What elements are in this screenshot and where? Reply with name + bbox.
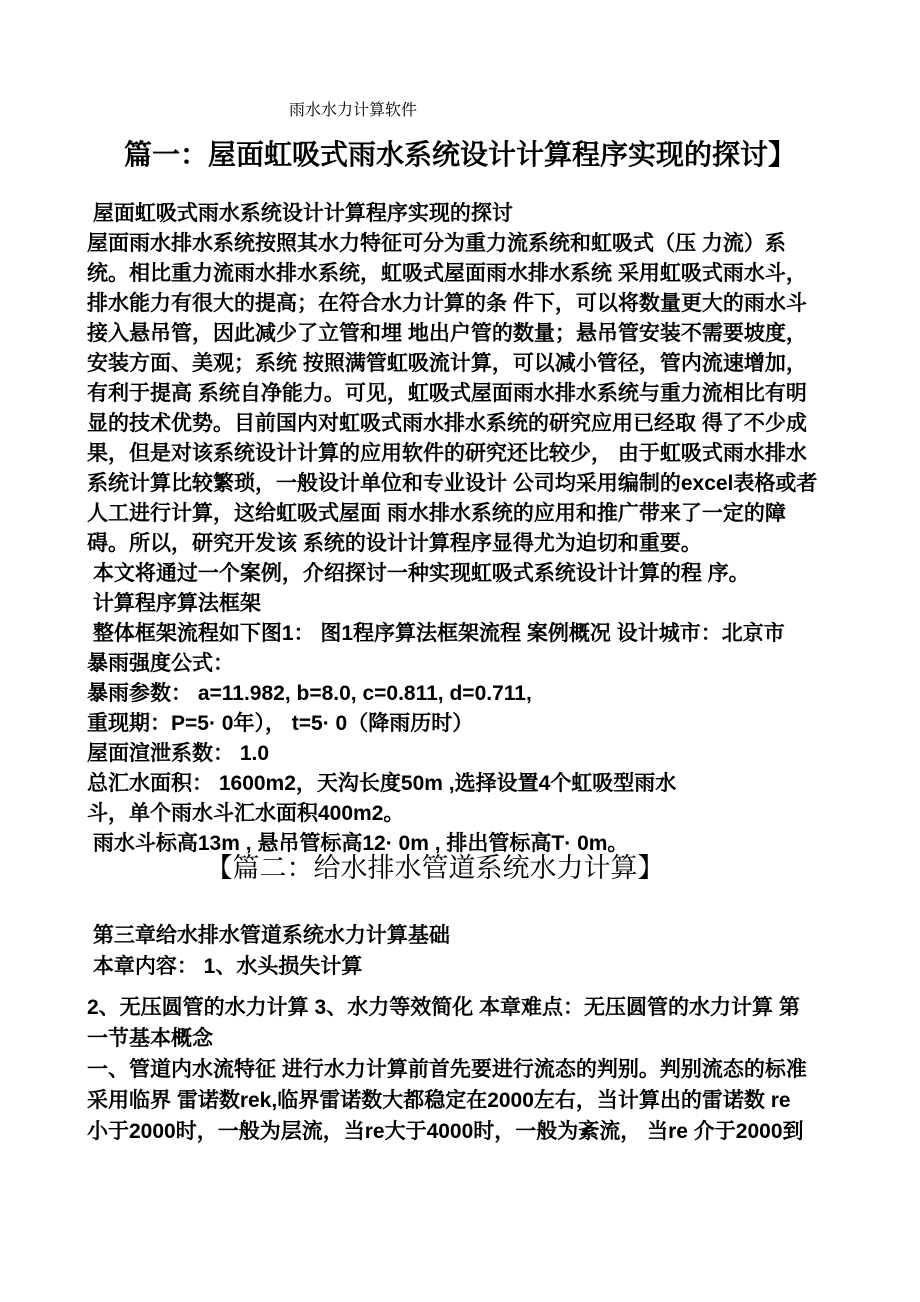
body-line: 屋面虹吸式雨水系统设计计算程序实现的探讨 xyxy=(87,202,513,225)
body-line: 有利于提高 系统自净能力。可见，虹吸式屋面雨水排水系统与重力流相比有明 xyxy=(87,382,807,405)
body-line: 整体框架流程如下图1： 图1程序算法框架流程 案例概况 设计城市：北京市 xyxy=(87,622,785,645)
body-line: 一节基本概念 xyxy=(87,1027,213,1050)
section2-heading: 【篇二：给水排水管道系统水力计算】 xyxy=(205,853,665,883)
body-line: 小于2000时，一般为层流，当re大于4000时，一般为紊流， 当re 介于2000到 xyxy=(87,1120,804,1143)
body-line: 2、无压圆管的水力计算 3、水力等效简化 本章难点：无压圆管的水力计算 第 xyxy=(87,996,800,1019)
body-line: 雨水斗标高13m , 悬吊管标高12· 0m , 排出管标高T· 0m。 xyxy=(87,832,629,855)
body-line: 计算程序算法框架 xyxy=(87,592,261,615)
body-line: 总汇水面积： 1600m2，天沟长度50m ,选择设置4个虹吸型雨水 xyxy=(87,772,677,795)
section2-body-part1 xyxy=(87,920,450,982)
body-line: 斗，单个雨水斗汇水面积400m2。 xyxy=(87,802,405,825)
body-line: 接入悬吊管，因此减少了立管和埋 地出户管的数量；悬吊管安装不需要坡度， xyxy=(87,322,807,345)
body-line: 本章内容： 1、水头损失计算 xyxy=(87,955,363,978)
body-line: 排水能力有很大的提高；在符合水力计算的条 件下，可以将数量更大的雨水斗 xyxy=(87,292,807,315)
page-header-note: 雨水水力计算软件 xyxy=(289,102,418,119)
body-line: 屋面渲泄系数： 1.0 xyxy=(87,742,270,765)
body-line: 碍。所以，研究开发该 系统的设计计算程序显得尤为迫切和重要。 xyxy=(87,532,702,555)
body-line: 第三章给水排水管道系统水力计算基础 xyxy=(87,924,450,947)
body-line: 暴雨参数： a=11.982, b=8.0, c=0.811, d=0.711, xyxy=(87,682,532,705)
body-line: 统。相比重力流雨水排水系统，虹吸式屋面雨水排水系统 采用虹吸式雨水斗， xyxy=(87,262,807,285)
body-line: 果，但是对该系统设计计算的应用软件的研究还比较少， 由于虹吸式雨水排水 xyxy=(87,442,807,465)
body-line: 系统计算比较繁琐，一般设计单位和专业设计 公司均采用编制的excel表格或者 xyxy=(87,472,818,495)
section2-body-part2 xyxy=(87,992,807,1147)
body-line: 本文将通过一个案例，介绍探讨一种实现虹吸式系统设计计算的程 序。 xyxy=(87,562,750,585)
body-line: 人工进行计算，这给虹吸式屋面 雨水排水系统的应用和推广带来了一定的障 xyxy=(87,502,786,525)
body-line: 一、管道内水流特征 进行水力计算前首先要进行流态的判别。判别流态的标准 xyxy=(87,1058,807,1081)
body-line: 显的技术优势。目前国内对虹吸式雨水排水系统的研究应用已经取 得了不少成 xyxy=(87,412,807,435)
body-line: 安装方面、美观；系统 按照满管虹吸流计算，可以减小管径，管内流速增加， xyxy=(87,352,807,375)
section1-heading: 篇一：屋面虹吸式雨水系统设计计算程序实现的探讨】 xyxy=(123,139,796,170)
body-line: 采用临界 雷诺数rek,临界雷诺数大都稳定在2000左右，当计算出的雷诺数 re xyxy=(87,1089,791,1112)
body-line: 重现期：P=5· 0年）， t=5· 0（降雨历时） xyxy=(87,712,474,735)
section1-body xyxy=(87,199,817,859)
body-line: 屋面雨水排水系统按照其水力特征可分为重力流系统和虹吸式（压 力流）系 xyxy=(87,232,786,255)
body-line: 暴雨强度公式： xyxy=(87,652,234,675)
